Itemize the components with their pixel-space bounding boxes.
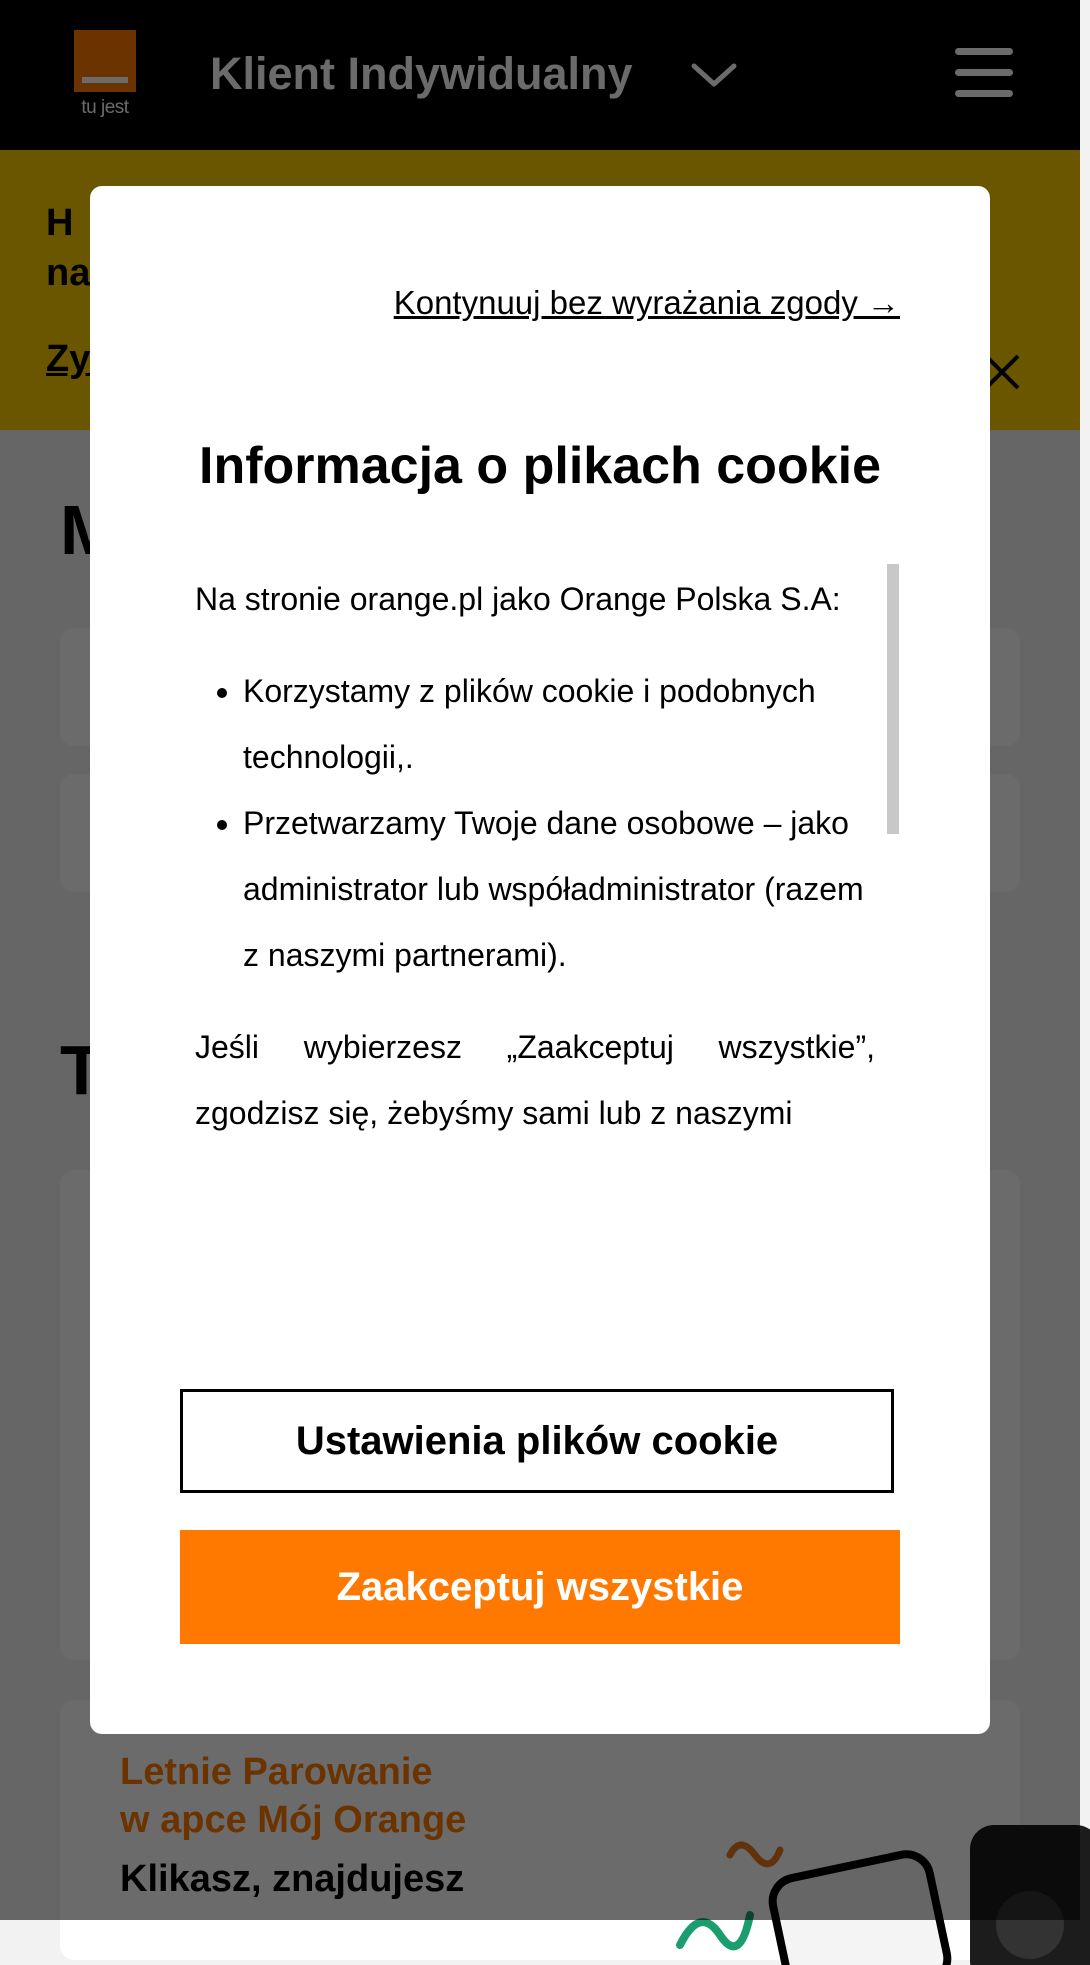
dialog-intro: Na stronie orange.pl jako Orange Polska S.A:	[195, 581, 841, 617]
dialog-bullet-list	[195, 658, 875, 988]
cookie-settings-button[interactable]: Ustawienia plików cookie	[180, 1389, 894, 1493]
accept-all-button[interactable]: Zaakceptuj wszystkie	[180, 1530, 900, 1644]
dialog-continuation: Jeśli wybierzesz „Zaakceptuj wszystkie”, zgodzisz się, żebyśmy sami lub z naszymi	[195, 1029, 875, 1131]
scrollbar[interactable]	[887, 564, 899, 834]
cookie-consent-dialog	[90, 186, 990, 1734]
continue-without-consent-link[interactable]: Kontynuuj bez wyrażania zgody →	[393, 284, 900, 321]
dialog-body[interactable]	[195, 566, 875, 1131]
list-item: • Przetwarzamy Twoje dane osobowe – jako administrator lub współadministrator (razem z naszymi partnerami).	[243, 790, 875, 988]
list-item: • Korzystamy z plików cookie i podobnych technologii,.	[243, 658, 875, 790]
dialog-title: Informacja o plikach cookie	[199, 437, 881, 495]
